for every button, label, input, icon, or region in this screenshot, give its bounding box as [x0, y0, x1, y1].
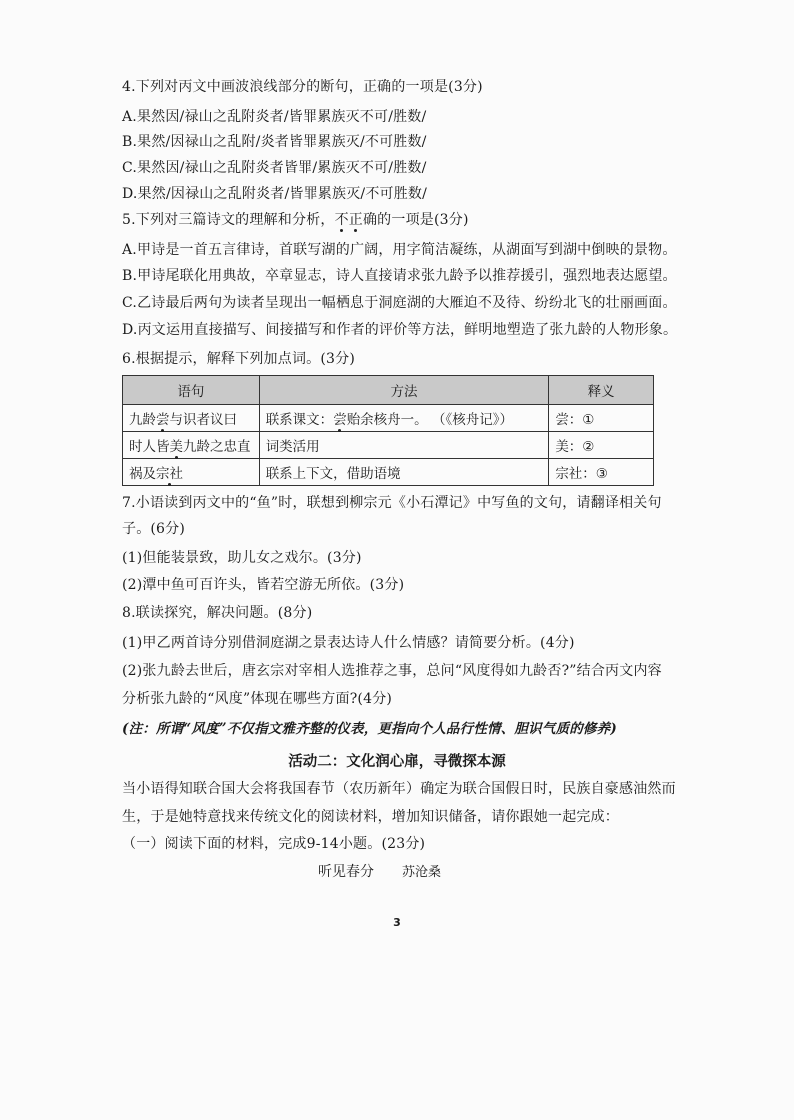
q6-row1-sentence-post: 与识者议曰 [169, 412, 237, 428]
article-author: 苏沧桑 [402, 865, 442, 880]
q6-row1-answer: 尝：① [549, 405, 654, 432]
q5-emphasis-dot-2: 正 [348, 212, 363, 228]
table-row [123, 432, 654, 459]
q6-row2-dotted-word: 美 [169, 439, 183, 455]
q6-row1-method-post: 贻余核舟一。 （《核舟记》） [346, 412, 513, 428]
q6-row3-answer: 宗社：③ [549, 459, 654, 486]
page-number: 3 [393, 916, 401, 929]
q6-row2-sentence [123, 432, 260, 459]
q8-item-2-line2: 分析张九龄的“风度”体现在哪些方面?(4分) [122, 691, 393, 707]
table-row [123, 405, 654, 432]
q6-row3-sentence-pre: 祸及 [129, 466, 156, 482]
q6-row1-sentence [123, 405, 260, 432]
q6-row3-sentence [123, 459, 260, 486]
q6-row1-method-dotted: 尝 [333, 412, 347, 428]
q5-stem [122, 211, 469, 229]
q5-option-a: A.甲诗是一首五言律诗，首联写湖的广阔，用字简洁凝练，从湖面写到湖中倒映的景物。 [122, 242, 677, 258]
activity2-para-line1: 当小语得知联合国大会将我国春节（农历新年）确定为联合国假日时，民族自豪感油然而 [122, 781, 676, 797]
q6-header-method: 方法 [259, 376, 549, 405]
q8-item-2-line1: (2)张九龄去世后，唐玄宗对宰相人选推荐之事，总问“风度得如九龄否?”结合丙文内容 [122, 663, 662, 679]
activity2-heading: 活动二：文化润心扉，寻微探本源 [288, 754, 506, 770]
activity2-para-line2: 生，于是她特意找来传统文化的阅读材料，增加知识储备，请你跟她一起完成： [122, 809, 619, 825]
q6-row2-sentence-pre: 时人皆 [129, 439, 170, 455]
q5-stem-pre: 5.下列对三篇诗文的理解和分析， [122, 212, 335, 228]
q5-option-b: B.甲诗尾联化用典故，卒章显志，诗人直接请求张九龄予以推荐援引，强烈地表达愿望。 [122, 268, 677, 284]
q6-row3-method: 联系上下文，借助语境 [259, 459, 549, 486]
q7-stem-line2: 子。(6分) [122, 521, 186, 537]
q5-option-c: C.乙诗最后两句为读者呈现出一幅栖息于洞庭湖的大雁迫不及待、纷纷北飞的壮丽画面。 [122, 295, 677, 311]
q8-note: (注：所谓“风度”不仅指文雅齐整的仪表，更指向个人品行性情、胆识气质的修养) [122, 721, 617, 737]
q7-stem-line1: 7.小语读到丙文中的“鱼”时，联想到柳宗元《小石潭记》中写鱼的文句，请翻译相关句 [122, 495, 662, 511]
q5-stem-post: 确的一项是(3分) [362, 212, 469, 228]
q7-item-2: (2)潭中鱼可百许头，皆若空游无所依。(3分) [122, 577, 405, 593]
q8-item-1: (1)甲乙两首诗分别借洞庭湖之景表达诗人什么情感？请简要分析。(4分) [122, 635, 575, 651]
q4-stem: 4.下列对丙文中画波浪线部分的断句，正确的一项是(3分) [122, 79, 483, 95]
q6-row2-answer: 美：② [549, 432, 654, 459]
q6-header-meaning: 释义 [549, 376, 654, 405]
q6-row2-method: 词类活用 [259, 432, 549, 459]
q6-row1-dotted-word: 尝 [156, 412, 170, 428]
q4-option-a: A.果然因/禄山之乱附炎者/皆罪累族灭不可/胜数/ [122, 109, 427, 125]
article-title: 听见春分 [318, 864, 374, 880]
q6-table [122, 375, 654, 486]
q6-row1-sentence-pre: 九龄 [129, 412, 156, 428]
q7-item-1: (1)但能装景致，助儿女之戏尔。(3分) [122, 550, 362, 566]
q6-row1-method [259, 405, 549, 432]
activity2-section-header: （一）阅读下面的材料，完成9-14小题。(23分) [122, 836, 426, 852]
table-row [123, 459, 654, 486]
q5-option-d: D.丙文运用直接描写、间接描写和作者的评价等方法，鲜明地塑造了张九龄的人物形象。 [122, 322, 678, 338]
q4-option-d: D.果然/因禄山之乱附炎者/皆罪累族灭/不可胜数/ [122, 186, 428, 202]
q6-header-sentence: 语句 [123, 376, 260, 405]
q4-option-b: B.果然/因禄山之乱附/炎者皆罪累族灭/不可胜数/ [122, 134, 427, 150]
q5-emphasis-dot-1: 不 [334, 212, 349, 228]
q8-stem: 8.联读探究，解决问题。(8分) [122, 605, 313, 621]
q6-stem: 6.根据提示，解释下列加点词。(3分) [122, 351, 355, 367]
q4-option-c: C.果然因/禄山之乱附炎者皆罪/累族灭不可/胜数/ [122, 160, 427, 176]
q6-row2-sentence-post: 九龄之忠直 [183, 439, 251, 455]
q6-row3-dotted-word: 宗社 [156, 466, 183, 482]
q6-table-header-row [123, 376, 654, 405]
article-title-line [318, 861, 441, 881]
q6-row1-method-pre: 联系课文： [265, 412, 334, 428]
